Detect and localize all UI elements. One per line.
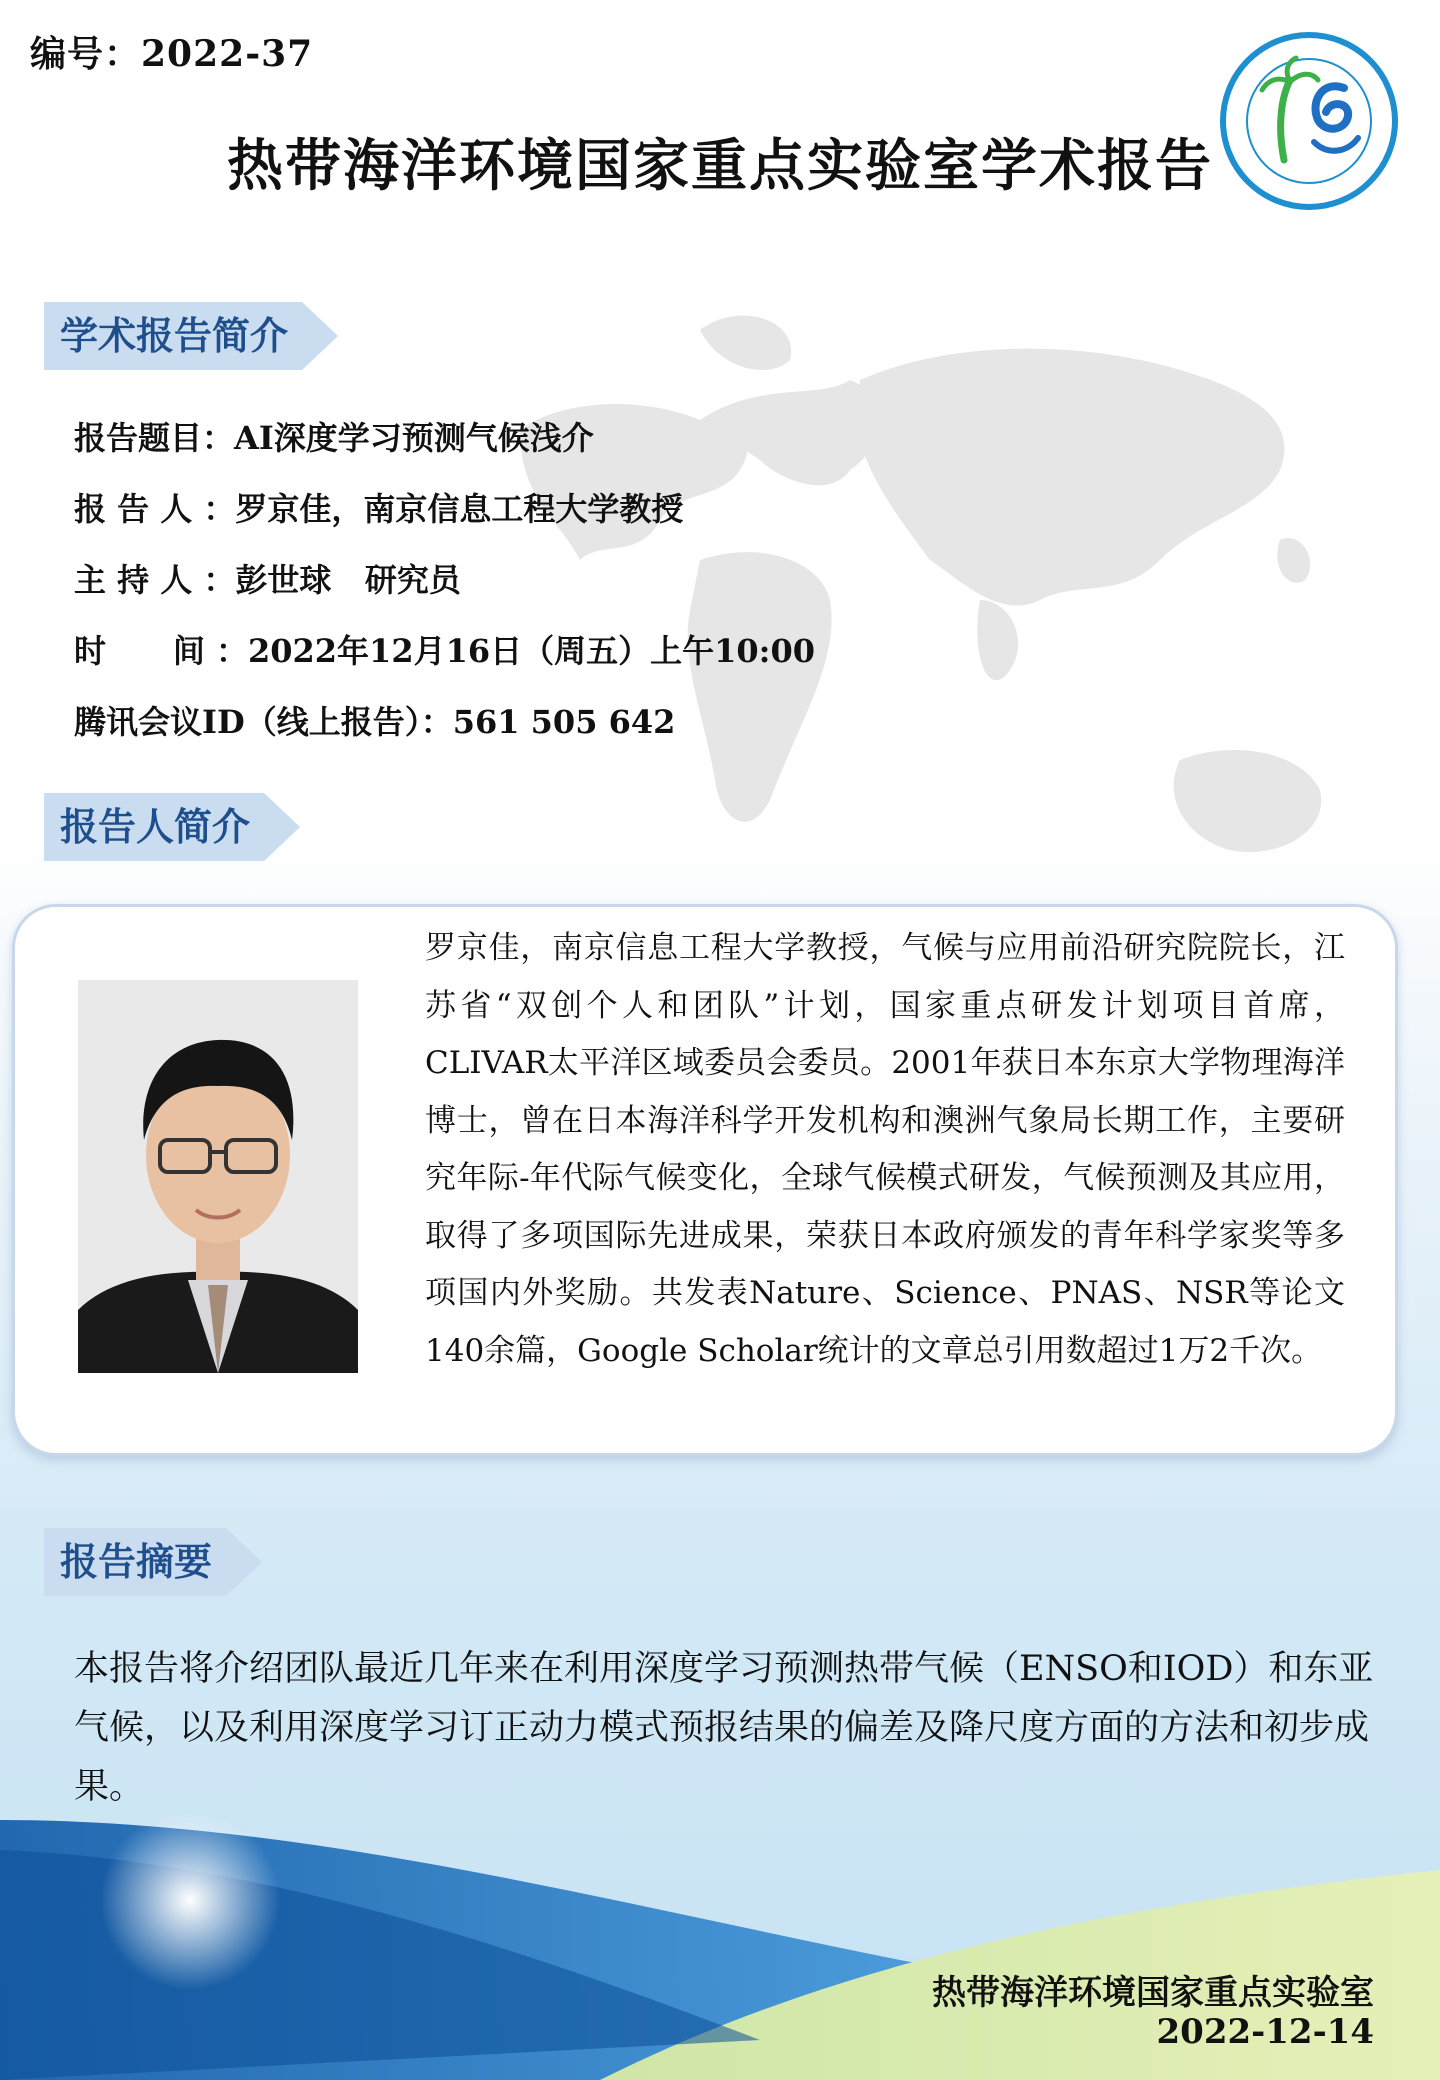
section-intro-label: 学术报告简介	[44, 302, 302, 370]
section-arrow	[264, 793, 300, 861]
info-time: 时 间 ：2022年12月16日（周五）上午10:00	[74, 632, 815, 670]
abstract-text: 本报告将介绍团队最近几年来在利用深度学习预测热带气候（ENSO和IOD）和东亚气候，以及利用深度学习订正动力模式预报结果的偏差及降尺度方面的方法和初步成果。	[74, 1649, 1374, 1807]
serial-number: 编号：2022-37	[30, 33, 314, 75]
section-arrow	[302, 302, 338, 370]
page-title: 热带海洋环境国家重点实验室学术报告	[227, 133, 1213, 199]
info-speaker: 报 告 人 ：罗京佳，南京信息工程大学教授	[74, 490, 684, 528]
section-header-speaker	[44, 793, 300, 861]
lab-logo	[1218, 30, 1400, 212]
speaker-bio: 罗京佳，南京信息工程大学教授，气候与应用前沿研究院院长，江苏省“双创个人和团队”计划，国家重点研发计划项目首席，CLIVAR太平洋区域委员会委员。2001年获日本东京大学物理海洋博士，曾在日本海洋科学开发机构和澳洲气象局长期工作，主要研究年际-年代际气候变化，全球气候模式研发，气候预测及其应用，取得了多项国际先进成果，荣获日本政府颁发的青年科学家奖等多项国内外奖励。共发表Nature、Science、PNAS、NSR等论文140余篇，Google Scholar统计的文章总引用数超过1万2千次。	[425, 930, 1345, 1369]
speaker-photo	[78, 980, 358, 1373]
footer-organization: 热带海洋环境国家重点实验室	[932, 1973, 1374, 2013]
info-meeting-id: 腾讯会议ID（线上报告）：561 505 642	[74, 703, 676, 741]
info-topic: 报告题目：AI深度学习预测气候浅介	[74, 419, 594, 457]
section-abstract-label: 报告摘要	[44, 1528, 226, 1596]
section-arrow	[226, 1528, 262, 1596]
section-speaker-label: 报告人简介	[44, 793, 264, 861]
section-header-intro	[44, 302, 338, 370]
info-host: 主 持 人 ：彭世球 研究员	[74, 561, 461, 599]
footer-date: 2022-12-14	[1156, 2012, 1374, 2052]
section-header-abstract	[44, 1528, 262, 1596]
